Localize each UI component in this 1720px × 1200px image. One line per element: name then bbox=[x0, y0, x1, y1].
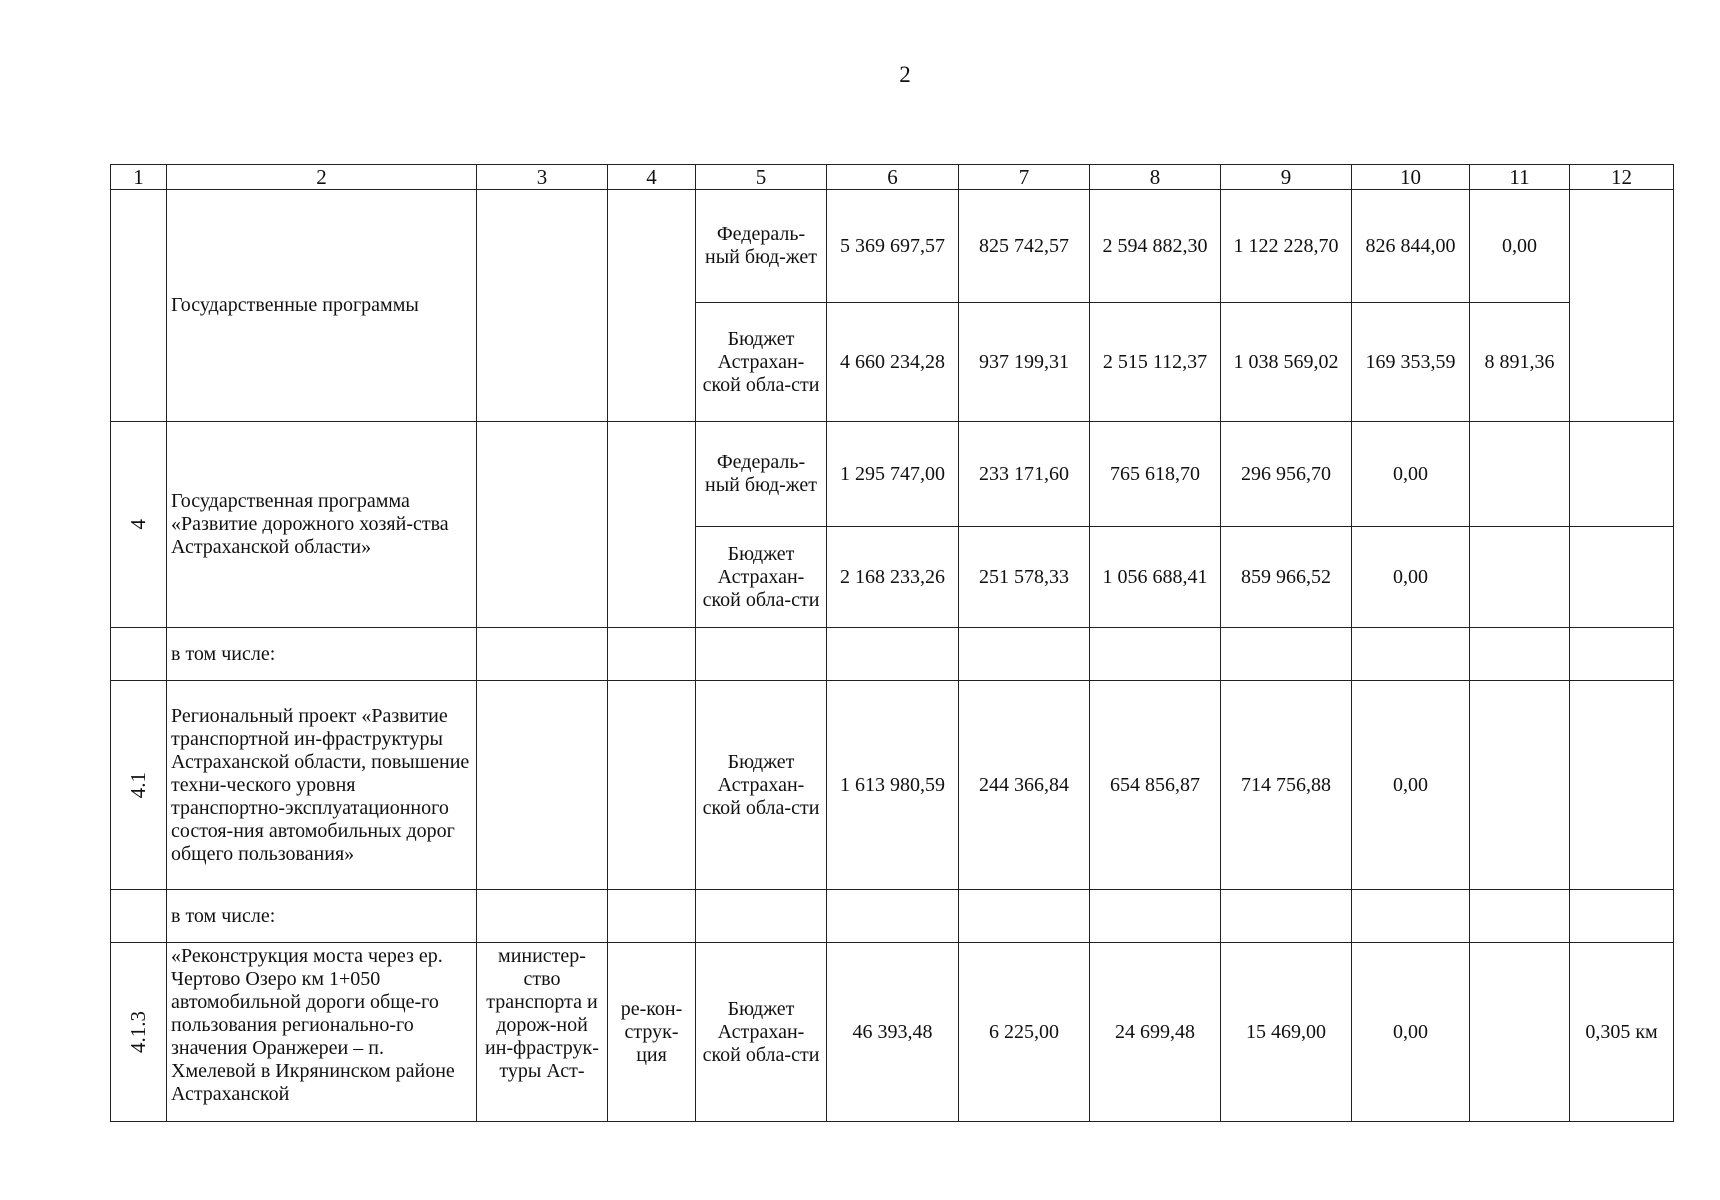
work-type-cell bbox=[608, 422, 696, 628]
amount-cell: 4 660 234,28 bbox=[827, 303, 959, 422]
amount-cell: 714 756,88 bbox=[1221, 681, 1352, 890]
table-row bbox=[111, 943, 1674, 1122]
col-num-6: 6 bbox=[827, 165, 959, 190]
including-label: в том числе: bbox=[167, 890, 477, 943]
amount-cell: 251 578,33 bbox=[959, 527, 1090, 628]
funding-source: Федераль-ный бюд-жет bbox=[696, 422, 827, 527]
amount-cell: 5 369 697,57 bbox=[827, 190, 959, 303]
col-num-3: 3 bbox=[477, 165, 608, 190]
row-name: Государственная программа «Развитие дорожного хозяй-ства Астраханской области» bbox=[167, 422, 477, 628]
row-number-cell bbox=[111, 890, 167, 943]
executor-cell bbox=[477, 681, 608, 890]
row-name: Региональный проект «Развитие транспортной ин-фраструктуры Астраханской области, повышение техни-ческого уровня транспортно-эксплуатационного состоя-ния автомобильных дорог общего пользования» bbox=[167, 681, 477, 890]
amount-cell: 654 856,87 bbox=[1090, 681, 1221, 890]
amount-cell: 1 295 747,00 bbox=[827, 422, 959, 527]
col-num-10: 10 bbox=[1352, 165, 1470, 190]
funding-source: Бюджет Астрахан-ской обла-сти bbox=[696, 681, 827, 890]
amount-cell: 859 966,52 bbox=[1221, 527, 1352, 628]
table-row bbox=[111, 422, 1674, 527]
funding-source: Федераль-ный бюд-жет bbox=[696, 190, 827, 303]
amount-cell: 6 225,00 bbox=[959, 943, 1090, 1122]
result-cell bbox=[1570, 681, 1674, 890]
amount-cell: 233 171,60 bbox=[959, 422, 1090, 527]
amount-cell: 2 594 882,30 bbox=[1090, 190, 1221, 303]
budget-table bbox=[110, 164, 1674, 1122]
executor-cell bbox=[477, 422, 608, 628]
amount-cell: 0,00 bbox=[1352, 527, 1470, 628]
amount-cell: 825 742,57 bbox=[959, 190, 1090, 303]
amount-cell: 244 366,84 bbox=[959, 681, 1090, 890]
page-number: 2 bbox=[899, 62, 911, 87]
amount-cell: 1 122 228,70 bbox=[1221, 190, 1352, 303]
row-number: 4.1 bbox=[126, 772, 151, 799]
column-number-row bbox=[111, 165, 1674, 190]
amount-cell: 1 038 569,02 bbox=[1221, 303, 1352, 422]
table-row bbox=[111, 890, 1674, 943]
amount-cell: 24 699,48 bbox=[1090, 943, 1221, 1122]
row-number-cell bbox=[111, 422, 167, 628]
row-number-cell bbox=[111, 190, 167, 422]
row-number-cell bbox=[111, 943, 167, 1122]
amount-cell: 0,00 bbox=[1470, 190, 1570, 303]
row-number: 4 bbox=[126, 519, 151, 530]
row-number-cell bbox=[111, 681, 167, 890]
col-num-12: 12 bbox=[1570, 165, 1674, 190]
row-name: «Реконструкция моста через ер. Чертово Озеро км 1+050 автомобильной дороги обще-го пользования регионально-го значения Оранжереи – п. Хмелевой в Икрянинском районе Астраханской bbox=[167, 943, 477, 1122]
amount-cell bbox=[1470, 681, 1570, 890]
amount-cell: 826 844,00 bbox=[1352, 190, 1470, 303]
col-num-11: 11 bbox=[1470, 165, 1570, 190]
result-cell bbox=[1570, 190, 1674, 422]
amount-cell: 46 393,48 bbox=[827, 943, 959, 1122]
col-num-9: 9 bbox=[1221, 165, 1352, 190]
executor-cell bbox=[477, 190, 608, 422]
amount-cell: 937 199,31 bbox=[959, 303, 1090, 422]
amount-cell bbox=[1470, 422, 1570, 527]
amount-cell: 1 056 688,41 bbox=[1090, 527, 1221, 628]
amount-cell: 0,00 bbox=[1352, 681, 1470, 890]
work-type-cell: ре-кон-струк-ция bbox=[608, 943, 696, 1122]
result-cell bbox=[1570, 422, 1674, 527]
col-num-4: 4 bbox=[608, 165, 696, 190]
amount-cell bbox=[1470, 527, 1570, 628]
amount-cell: 0,00 bbox=[1352, 422, 1470, 527]
work-type-cell bbox=[608, 190, 696, 422]
amount-cell: 1 613 980,59 bbox=[827, 681, 959, 890]
amount-cell: 2 168 233,26 bbox=[827, 527, 959, 628]
col-num-5: 5 bbox=[696, 165, 827, 190]
table-row bbox=[111, 681, 1674, 890]
funding-source: Бюджет Астрахан-ской обла-сти bbox=[696, 943, 827, 1122]
col-num-7: 7 bbox=[959, 165, 1090, 190]
amount-cell: 765 618,70 bbox=[1090, 422, 1221, 527]
row-name: Государственные программы bbox=[167, 190, 477, 422]
amount-cell: 0,00 bbox=[1352, 943, 1470, 1122]
funding-source: Бюджет Астрахан-ской обла-сти bbox=[696, 527, 827, 628]
result-cell: 0,305 км bbox=[1570, 943, 1674, 1122]
amount-cell: 8 891,36 bbox=[1470, 303, 1570, 422]
amount-cell: 169 353,59 bbox=[1352, 303, 1470, 422]
funding-source: Бюджет Астрахан-ской обла-сти bbox=[696, 303, 827, 422]
col-num-8: 8 bbox=[1090, 165, 1221, 190]
amount-cell: 15 469,00 bbox=[1221, 943, 1352, 1122]
table-row bbox=[111, 628, 1674, 681]
executor-cell: министер-ство транспорта и дорож-ной ин-фраструк-туры Аст- bbox=[477, 943, 608, 1122]
amount-cell: 296 956,70 bbox=[1221, 422, 1352, 527]
including-label: в том числе: bbox=[167, 628, 477, 681]
amount-cell: 2 515 112,37 bbox=[1090, 303, 1221, 422]
row-number: 4.1.3 bbox=[126, 1011, 151, 1054]
table-row bbox=[111, 190, 1674, 303]
row-number-cell bbox=[111, 628, 167, 681]
work-type-cell bbox=[608, 681, 696, 890]
col-num-2: 2 bbox=[167, 165, 477, 190]
result-cell bbox=[1570, 527, 1674, 628]
col-num-1: 1 bbox=[111, 165, 167, 190]
amount-cell bbox=[1470, 943, 1570, 1122]
